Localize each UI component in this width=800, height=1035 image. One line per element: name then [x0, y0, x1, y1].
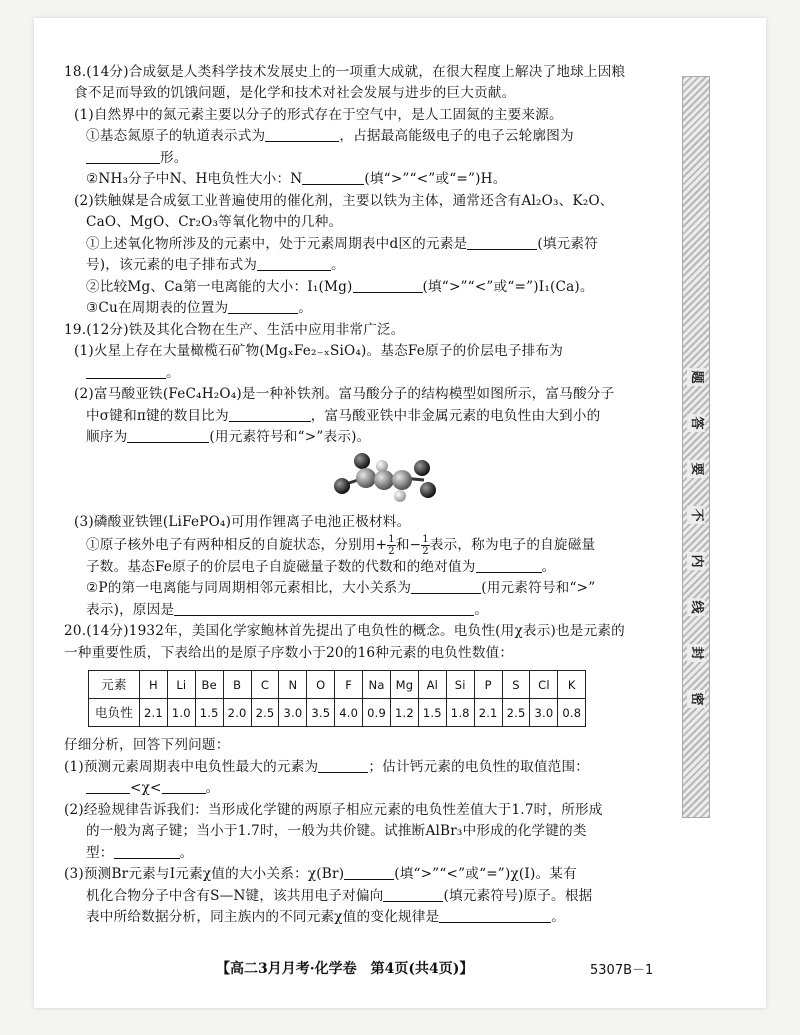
- answer-blank[interactable]: [174, 601, 474, 616]
- q18-part2d: ③Cu在周期表的位置为 。: [86, 300, 313, 317]
- answer-blank[interactable]: [439, 908, 551, 923]
- answer-blank[interactable]: [353, 278, 423, 293]
- q19-part2-cont2: 顺序为 (用元素符号和“>”表示)。: [86, 428, 371, 445]
- answer-blank[interactable]: [86, 364, 166, 379]
- table-cell: B: [223, 671, 251, 699]
- q20-part3-cont: 机化合物分子中含有S—N键，该共用电子对偏向 (填元素符号)原子。根据: [86, 887, 593, 904]
- table-cell: 3.0: [279, 699, 307, 727]
- table-cell: 1.5: [195, 699, 223, 727]
- answer-blank[interactable]: [162, 779, 206, 794]
- q18-part2a-cont: 号)，该元素的电子排布式为 。: [86, 257, 345, 274]
- answer-blank[interactable]: [228, 299, 298, 314]
- answer-blank[interactable]: [86, 779, 130, 794]
- q18-part1b: ②NH₃分子中N、H电负性大小：N (填“>”“<”或“=”)H。: [86, 171, 507, 188]
- answer-blank[interactable]: [86, 149, 160, 164]
- q20-part1: (1)预测元素周期表中电负性最大的元素为 ；估计钙元素的电负性的取值范围：: [64, 758, 590, 775]
- table-cell: 2.0: [223, 699, 251, 727]
- table-cell: 4.0: [335, 699, 363, 727]
- q18-part1a-cont: 形。: [64, 148, 669, 169]
- answer-blank[interactable]: [467, 235, 537, 250]
- table-cell: F: [335, 671, 363, 699]
- table-cell: 1.5: [418, 699, 446, 727]
- answer-blank[interactable]: [318, 758, 368, 773]
- binding-char: 密: [687, 690, 705, 708]
- answer-blank[interactable]: [127, 428, 209, 443]
- q20-part3-cont2: 表中所给数据分析，同主族内的不同元素χ值的变化规律是 。: [86, 909, 566, 925]
- table-header: 电负性: [89, 699, 140, 727]
- table-cell: 2.5: [502, 699, 530, 727]
- table-cell: Be: [195, 671, 223, 699]
- q19-part2: (2)富马酸亚铁(FeC₄H₂O₄)是一种补铁剂。富马酸分子的结构模型如图所示，富马酸分子: [74, 386, 615, 403]
- table-cell: 2.5: [251, 699, 279, 727]
- q20-part2: (2)经验规律告诉我们：当形成化学键的两原子相应元素的电负性差值大于1.7时，所形成: [64, 801, 603, 818]
- answer-blank[interactable]: [265, 127, 339, 142]
- electronegativity-table: [88, 670, 586, 727]
- q18-part2a: ①上述氧化物所涉及的元素中，处于元素周期表中d区的元素是 (填元素符: [86, 235, 599, 252]
- table-cell: Si: [446, 671, 474, 699]
- table-header: 元素: [89, 671, 140, 699]
- q18-title: 18.(14分)合成氨是人类科学技术发展史上的一项重大成就，在很大程度上解决了地球上因粮: [64, 64, 626, 80]
- answer-blank[interactable]: [257, 256, 331, 271]
- table-cell: K: [558, 671, 586, 699]
- binding-char: 内: [687, 552, 705, 570]
- answer-blank[interactable]: [229, 407, 311, 422]
- page-footer: 【高二3月月考·化学卷 第4页(共4页)】: [216, 961, 474, 977]
- q18-part2c: ②比较Mg、Ca第一电离能的大小：I₁(Mg) (填“>”“<”或“=”)I₁(Ca)。: [86, 278, 594, 295]
- table-cell: 3.5: [307, 699, 335, 727]
- q19-part3b-cont: 表示)，原因是 。: [86, 601, 489, 618]
- fraction-half: $\frac{1}{2}$: [388, 533, 395, 557]
- table-cell: 3.0: [530, 699, 558, 727]
- binding-char: 要: [687, 460, 705, 478]
- table-row: [89, 671, 586, 699]
- binding-char: 不: [687, 506, 705, 524]
- q18-part1a: ①基态氮原子的轨道表示式为 ，占据最高能级电子的电子云轮廓图为: [86, 128, 574, 145]
- table-cell: Mg: [391, 671, 419, 699]
- q19-part3: (3)磷酸亚铁锂(LiFePO₄)可用作锂离子电池正极材料。: [74, 514, 411, 531]
- table-cell: 1.2: [391, 699, 419, 727]
- table-row: [89, 699, 586, 727]
- answer-blank[interactable]: [476, 558, 542, 573]
- binding-char: 答: [687, 414, 705, 432]
- q20-title: 20.(14分)1932年，美国化学家鲍林首先提出了电负性的概念。电负性(用χ表示)也是元素的: [64, 623, 625, 640]
- answer-blank[interactable]: [411, 579, 481, 594]
- molecule-ball-model-icon: [332, 450, 442, 506]
- table-cell: P: [474, 671, 502, 699]
- answer-blank[interactable]: [344, 865, 394, 880]
- answer-blank[interactable]: [302, 170, 364, 185]
- q18-part2-cont: CaO、MgO、Cr₂O₃等氧化物中的几种。: [86, 214, 343, 231]
- binding-notice: [686, 368, 706, 708]
- table-cell: 1.0: [167, 699, 195, 727]
- table-cell: H: [140, 671, 168, 699]
- q18-part1: (1)自然界中的氮元素主要以分子的形式存在于空气中，是人工固氮的主要来源。: [74, 106, 563, 123]
- q20-part2-cont: 的一般为离子键；当小于1.7时，一般为共价键。试推断AlBr₃中形成的化学键的类: [86, 823, 587, 840]
- answer-blank[interactable]: [383, 887, 443, 902]
- q18-title-cont: 食不足而导致的饥饿问题，是化学和技术对社会发展与进步的巨大贡献。: [74, 85, 516, 102]
- fraction-half: $\frac{1}{2}$: [422, 533, 429, 557]
- q20-title-cont: 一种重要性质，下表给出的是原子序数小于20的16种元素的电负性数值：: [64, 644, 514, 661]
- q18-part2: (2)铁触媒是合成氨工业普遍使用的催化剂，主要以铁为主体，通常还含有Al₂O₃、K₂O、: [74, 192, 614, 209]
- table-cell: C: [251, 671, 279, 699]
- table-cell: 2.1: [140, 699, 168, 727]
- table-cell: Na: [363, 671, 391, 699]
- q19-part1-cont: 。: [64, 363, 669, 384]
- table-cell: 1.8: [446, 699, 474, 727]
- binding-char: 题: [687, 368, 705, 386]
- table-cell: 0.8: [558, 699, 586, 727]
- binding-char: 线: [687, 598, 705, 616]
- table-cell: Al: [418, 671, 446, 699]
- q20-part1-cont: <χ< 。: [64, 778, 669, 799]
- q20-part3: (3)预测Br元素与I元素χ值的大小关系：χ(Br) (填“>”“<”或“=”)χ(I)。某有: [64, 866, 577, 883]
- answer-blank[interactable]: [114, 844, 180, 859]
- paper-code: 5307B－1: [590, 963, 654, 978]
- fumaric-acid-model: [64, 450, 669, 508]
- table-cell: O: [307, 671, 335, 699]
- q19-part3b: ②P的第一电离能与同周期相邻元素相比，大小关系为 (用元素符号和“>”: [86, 580, 596, 597]
- table-cell: 2.1: [474, 699, 502, 727]
- table-cell: Li: [167, 671, 195, 699]
- q19-part1: (1)火星上存在大量橄榄石矿物(MgₓFe₂₋ₓSiO₄)。基态Fe原子的价层电子排布为: [74, 343, 563, 360]
- exam-content: [64, 62, 669, 928]
- q20-part2-cont2: 型： 。: [86, 844, 194, 861]
- q19-part3a: ①原子核外电子有两种相反的自旋状态，分别用+ $\frac{1}{2}$ 和− $\frac{1}{2}$ 表示，称为电子的自旋磁量: [86, 533, 596, 557]
- q19-part3a-cont: 子数。基态Fe原子的价层电子自旋磁量子数的代数和的绝对值为 。: [86, 558, 556, 575]
- q19-title: 19.(12分)铁及其化合物在生产、生活中应用非常广泛。: [64, 321, 405, 338]
- table-cell: S: [502, 671, 530, 699]
- q20-intro: 仔细分析，回答下列问题：: [64, 737, 230, 754]
- q19-part2-cont: 中σ键和π键的数目比为 ，富马酸亚铁中非金属元素的电负性由大到小的: [86, 407, 601, 424]
- table-cell: 0.9: [363, 699, 391, 727]
- table-cell: Cl: [530, 671, 558, 699]
- binding-char: 封: [687, 644, 705, 662]
- table-cell: N: [279, 671, 307, 699]
